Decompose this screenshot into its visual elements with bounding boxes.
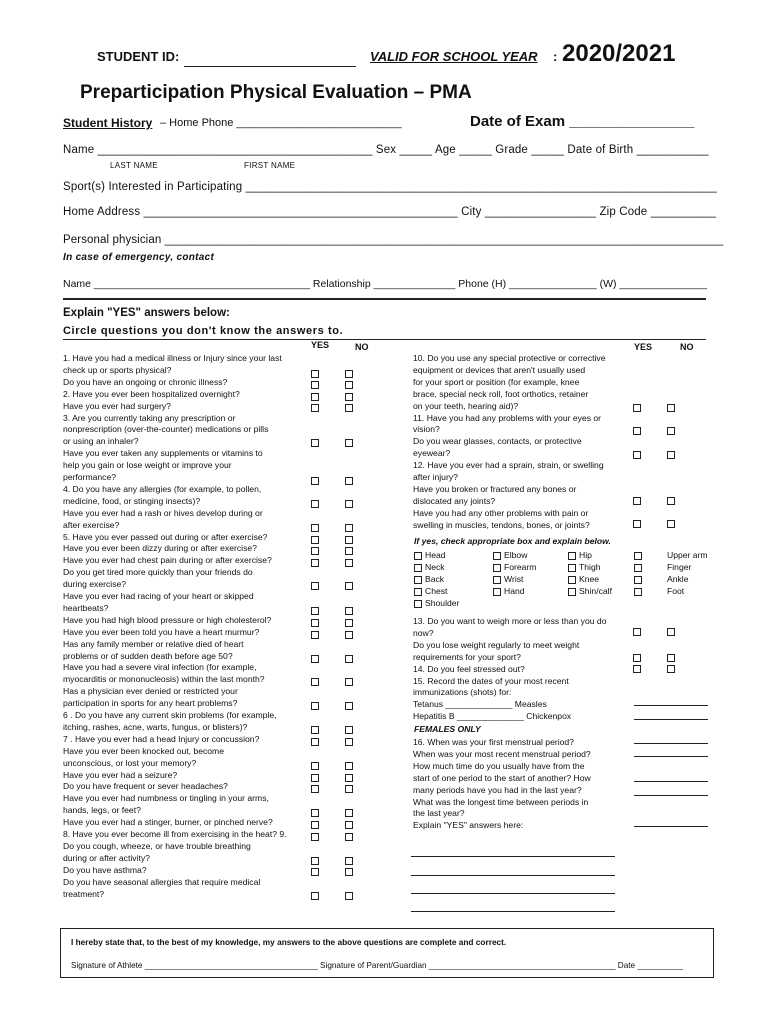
questions-divider	[63, 339, 706, 340]
yes-checkbox[interactable]	[633, 628, 641, 636]
circle-questions-label: Circle questions you don't know the answers to.	[63, 325, 344, 337]
question-line: 15. Record the dates of your most recent	[413, 675, 569, 686]
question-line: itching, rashes, acne, warts, fungus, or blisters)?	[63, 721, 248, 732]
question-line: during or after activity?	[63, 852, 150, 863]
question-line: nonprescription (over-the-counter) medications or pills	[63, 424, 269, 435]
section-divider	[63, 298, 706, 300]
question-line: 14. Do you feel stressed out?	[413, 663, 525, 674]
yes-checkbox[interactable]	[311, 607, 319, 615]
question-line: after injury?	[413, 472, 458, 482]
student-history-label: Student History	[63, 116, 153, 130]
question-line: for your sport or position (for example, knee	[413, 376, 580, 387]
certification-statement: I hereby state that, to the best of my knowledge, my answers to the above questions are complete and correct.	[71, 937, 507, 947]
no-checkbox[interactable]	[667, 665, 675, 673]
no-checkbox[interactable]	[345, 821, 353, 829]
injury-checkbox[interactable]	[568, 588, 576, 596]
first-period-answer-line[interactable]	[634, 743, 708, 744]
yes-checkbox[interactable]	[311, 500, 319, 508]
yes-checkbox[interactable]	[633, 427, 641, 435]
question-line: start of one period to the start of another? How	[413, 772, 591, 783]
question-line: 6 . Do you have any current skin problems (for example,	[63, 710, 277, 720]
yes-checkbox[interactable]	[311, 370, 319, 378]
no-checkbox[interactable]	[345, 536, 353, 544]
yes-checkbox[interactable]	[311, 547, 319, 555]
last-name-caption: LAST NAME	[110, 161, 158, 170]
injury-label: Knee	[579, 574, 600, 584]
question-line: swelling in muscles, tendons, bones, or joints?	[413, 519, 590, 530]
no-checkbox[interactable]	[345, 833, 353, 841]
females-only-label: FEMALES ONLY	[414, 724, 481, 734]
question-line: 11. Have you had any problems with your eyes or	[413, 412, 602, 423]
no-checkbox[interactable]	[345, 477, 353, 485]
question-line: heartbeats?	[63, 602, 109, 613]
question-line: equipment or devices that aren't usually used	[413, 364, 586, 375]
question-line: Have you ever had a rash or hives develop during or	[63, 507, 263, 518]
question-line: Have you ever been told you have a heart murmur?	[63, 626, 260, 637]
injury-checkbox[interactable]	[634, 576, 642, 584]
yes-checkbox[interactable]	[311, 833, 319, 841]
yes-checkbox[interactable]	[311, 559, 319, 567]
injury-checkbox[interactable]	[493, 552, 501, 560]
explain-line-3[interactable]	[411, 893, 615, 894]
no-checkbox[interactable]	[345, 404, 353, 412]
injury-label: Shin/calf	[579, 586, 612, 596]
question-line: 13. Do you want to weigh more or less than you do	[413, 616, 607, 626]
address-line[interactable]: Home Address ________________________________________________ City _________________ Zip Code __________	[63, 206, 717, 218]
yes-checkbox[interactable]	[633, 404, 641, 412]
yes-checkbox[interactable]	[633, 497, 641, 505]
question-line: medicine, food, or stinging insects)?	[63, 495, 201, 506]
no-checkbox[interactable]	[667, 497, 675, 505]
physician-line[interactable]: Personal physician ______________________________________________________________________________________	[63, 234, 724, 246]
question-line: problems or of sudden death before age 50?	[63, 650, 233, 661]
signature-line[interactable]: Signature of Athlete ______________________________________ Signature of Parent/Guardian _________________________________________ Date __________	[71, 961, 683, 970]
period-interval-answer-line[interactable]	[634, 781, 708, 782]
emergency-contact-line[interactable]: Name _____________________________________ Relationship ______________ Phone (H) _______________ (W) _______________	[63, 278, 707, 290]
no-checkbox[interactable]	[345, 547, 353, 555]
injury-label: Shoulder	[425, 598, 460, 608]
yes-checkbox[interactable]	[311, 631, 319, 639]
injury-checkbox[interactable]	[493, 576, 501, 584]
no-checkbox[interactable]	[345, 500, 353, 508]
question-line: the last year?	[413, 808, 465, 819]
yes-checkbox[interactable]	[311, 582, 319, 590]
injury-checkbox[interactable]	[634, 588, 642, 596]
school-year: 2020/2021	[562, 40, 676, 67]
question-line: vision?	[413, 424, 440, 435]
no-checkbox[interactable]	[667, 628, 675, 636]
injury-checkbox[interactable]	[634, 552, 642, 560]
yes-checkbox[interactable]	[311, 702, 319, 710]
yes-checkbox[interactable]	[311, 809, 319, 817]
no-checkbox[interactable]	[345, 582, 353, 590]
injury-label: Hand	[504, 586, 525, 596]
no-checkbox[interactable]	[345, 857, 353, 865]
question-line: Has a physician ever denied or restricted your	[63, 686, 238, 697]
injury-checkbox[interactable]	[493, 564, 501, 572]
valid-year-label: VALID FOR SCHOOL YEAR	[370, 49, 538, 64]
question-line: Tetanus ______________ Measles	[413, 699, 547, 710]
yes-checkbox[interactable]	[311, 655, 319, 663]
yes-checkbox[interactable]	[311, 393, 319, 401]
yes-checkbox[interactable]	[633, 520, 641, 528]
no-checkbox[interactable]	[667, 451, 675, 459]
date-of-exam-field[interactable]: Date of Exam _______________	[470, 113, 695, 130]
injury-checkbox[interactable]	[414, 600, 422, 608]
question-line: Do you have frequent or sever headaches?	[63, 781, 228, 792]
question-line: treatment?	[63, 888, 105, 899]
question-line: Have you ever had numbness or tingling in your arms,	[63, 793, 269, 804]
question-line: unconscious, or lost your memory?	[63, 757, 197, 768]
injury-checkbox[interactable]	[493, 588, 501, 596]
injury-label: Ankle	[667, 574, 689, 584]
no-checkbox[interactable]	[345, 762, 353, 770]
yes-checkbox[interactable]	[311, 404, 319, 412]
question-line: requirements for your sport?	[413, 651, 521, 662]
injury-label: Finger	[667, 562, 692, 572]
no-checkbox[interactable]	[667, 654, 675, 662]
injury-checkbox[interactable]	[568, 564, 576, 572]
yes-column-header: YES	[311, 340, 330, 350]
yes-checkbox[interactable]	[311, 726, 319, 734]
question-line: Have you had any other problems with pain or	[413, 507, 589, 518]
injury-checkbox[interactable]	[414, 588, 422, 596]
injury-checkbox[interactable]	[568, 576, 576, 584]
injury-checkbox[interactable]	[414, 564, 422, 572]
question-line: Do you have an ongoing or chronic illness?	[63, 376, 228, 387]
injury-checkbox[interactable]	[414, 552, 422, 560]
injury-label: Neck	[425, 562, 445, 572]
yes-checkbox[interactable]	[633, 451, 641, 459]
injury-label: Wrist	[504, 574, 524, 584]
question-line: help you gain or lose weight or improve your	[63, 460, 232, 471]
question-line: Has any family member or relative died of heart	[63, 638, 244, 649]
question-line: 5. Have you ever passed out during or after exercise?	[63, 531, 268, 542]
injury-checkbox[interactable]	[568, 552, 576, 560]
no-checkbox[interactable]	[345, 559, 353, 567]
no-checkbox[interactable]	[345, 702, 353, 710]
question-line: Have you ever been knocked out, become	[63, 745, 224, 756]
no-checkbox[interactable]	[345, 607, 353, 615]
explain-line-2[interactable]	[411, 875, 615, 876]
question-line: 10. Do you use any special protective or corrective	[413, 353, 606, 363]
certification-box	[60, 928, 714, 978]
question-line: now?	[413, 627, 434, 638]
injury-label: Head	[425, 550, 446, 560]
question-line: Have you had high blood pressure or high cholesterol?	[63, 614, 272, 625]
no-checkbox[interactable]	[345, 785, 353, 793]
no-checkbox[interactable]	[667, 427, 675, 435]
question-line: Have you had a severe viral infection (for example,	[63, 662, 257, 673]
emergency-label: In case of emergency, contact	[63, 252, 215, 263]
question-line: after exercise?	[63, 519, 120, 530]
injury-label: Chest	[425, 586, 448, 596]
question-line: brace, special neck roll, foot orthotics, retainer	[413, 388, 589, 399]
yes-checkbox[interactable]	[311, 785, 319, 793]
question-line: 3. Are you currently taking any prescription or	[63, 412, 236, 423]
student-id-field[interactable]	[184, 66, 356, 67]
yes-checkbox[interactable]	[633, 665, 641, 673]
question-line: Have you ever taken any supplements or vitamins to	[63, 448, 263, 459]
no-checkbox[interactable]	[345, 774, 353, 782]
no-checkbox[interactable]	[345, 393, 353, 401]
no-checkbox[interactable]	[345, 655, 353, 663]
question-line: Have you broken or fractured any bones or	[413, 483, 577, 494]
injury-checkbox[interactable]	[634, 564, 642, 572]
question-line: 8. Have you ever become ill from exercising in the heat? 9.	[63, 829, 287, 839]
question-line: Do you get tired more quickly than your friends do	[63, 567, 253, 578]
question-line: Have you ever had chest pain during or after exercise?	[63, 555, 272, 566]
question-line: Hepatitis B ______________ Chickenpox	[413, 711, 572, 722]
question-line: 16. When was your first menstrual period?	[413, 737, 574, 747]
injury-label: Forearm	[504, 562, 537, 572]
injury-label: Hip	[579, 550, 592, 560]
injury-label: Back	[425, 574, 445, 584]
question-line: immunizations (shots) for:	[413, 687, 512, 698]
question-line: How much time do you usually have from the	[413, 760, 585, 771]
name-line[interactable]: Name __________________________________________ Sex _____ Age _____ Grade _____ Date of Birth ___________	[63, 144, 709, 156]
no-checkbox[interactable]	[345, 678, 353, 686]
page-title: Preparticipation Physical Evaluation – PMA	[80, 82, 472, 103]
no-checkbox[interactable]	[345, 809, 353, 817]
yes-checkbox[interactable]	[311, 868, 319, 876]
injury-title: If yes, check appropriate box and explain below.	[414, 536, 611, 546]
longest-time-answer-line[interactable]	[634, 826, 708, 827]
question-line: Have you ever been dizzy during or after exercise?	[63, 543, 257, 554]
question-line: 7 . Have you ever had a head Injury or concussion?	[63, 733, 260, 744]
question-line: or using an inhaler?	[63, 436, 139, 447]
question-line: check up or sports physical?	[63, 364, 172, 375]
yes-checkbox[interactable]	[311, 524, 319, 532]
question-line: Do you lose weight regularly to meet weight	[413, 639, 580, 650]
yes-checkbox[interactable]	[311, 477, 319, 485]
sports-line[interactable]: Sport(s) Interested in Participating ________________________________________________________________________	[63, 181, 717, 193]
recent-period-answer-line[interactable]	[634, 756, 708, 757]
question-line: Do you cough, wheeze, or have trouble breathing	[63, 840, 251, 851]
injury-checkbox[interactable]	[414, 576, 422, 584]
no-checkbox[interactable]	[345, 892, 353, 900]
no-checkbox[interactable]	[345, 381, 353, 389]
question-line: Have you ever had surgery?	[63, 400, 171, 411]
periods-count-answer-line[interactable]	[634, 795, 708, 796]
valid-year-colon: :	[553, 49, 558, 64]
question-line: on your teeth, hearing aid)?	[413, 400, 519, 411]
injury-label: Upper arm	[667, 550, 708, 560]
chickenpox-answer-line[interactable]	[634, 719, 708, 720]
yes-checkbox[interactable]	[633, 654, 641, 662]
injury-label: Elbow	[504, 550, 528, 560]
no-checkbox[interactable]	[345, 619, 353, 627]
yes-checkbox[interactable]	[311, 536, 319, 544]
question-line: 1. Have you had a medical illness or Injury since your last	[63, 353, 282, 363]
question-line: 2. Have you ever been hospitalized overnight?	[63, 388, 240, 399]
student-id-label: STUDENT ID:	[97, 49, 180, 64]
question-line: Do you wear glasses, contacts, or protective	[413, 436, 582, 447]
no-checkbox[interactable]	[345, 868, 353, 876]
question-line: What was the longest time between periods in	[413, 796, 589, 807]
question-line: Have you ever had a seizure?	[63, 769, 178, 780]
no-checkbox[interactable]	[345, 726, 353, 734]
question-line: 12. Have you ever had a sprain, strain, or swelling	[413, 460, 604, 471]
explain-line-1[interactable]	[411, 856, 615, 857]
question-line: myocarditis or mononucleosis) within the last month?	[63, 674, 265, 685]
yes-checkbox[interactable]	[311, 439, 319, 447]
measles-answer-line[interactable]	[634, 705, 708, 706]
yes-checkbox[interactable]	[311, 762, 319, 770]
question-line: performance?	[63, 472, 117, 482]
no-column-header-right: NO	[680, 342, 694, 352]
question-line: many periods have you had in the last year?	[413, 784, 582, 795]
question-line: hands, legs, or feet?	[63, 805, 141, 816]
no-checkbox[interactable]	[345, 439, 353, 447]
question-line: Explain "YES" answers here:	[413, 820, 524, 831]
no-checkbox[interactable]	[345, 524, 353, 532]
no-checkbox[interactable]	[345, 631, 353, 639]
yes-checkbox[interactable]	[311, 619, 319, 627]
question-line: during exercise?	[63, 579, 127, 590]
no-checkbox[interactable]	[667, 404, 675, 412]
yes-checkbox[interactable]	[311, 892, 319, 900]
first-name-caption: FIRST NAME	[244, 161, 296, 170]
home-phone-field[interactable]: – Home Phone ___________________________	[160, 117, 402, 129]
question-line: Do you have asthma?	[63, 864, 147, 875]
question-line: Have you ever had racing of your heart or skipped	[63, 591, 254, 601]
yes-checkbox[interactable]	[311, 857, 319, 865]
no-checkbox[interactable]	[345, 370, 353, 378]
yes-checkbox[interactable]	[311, 678, 319, 686]
question-line: dislocated any joints?	[413, 495, 496, 506]
yes-checkbox[interactable]	[311, 821, 319, 829]
question-line: Do you have seasonal allergies that require medical	[63, 876, 261, 887]
question-line: participation in sports for any heart problems?	[63, 698, 238, 709]
no-column-header: NO	[355, 342, 369, 352]
yes-checkbox[interactable]	[311, 381, 319, 389]
question-line: 4. Do you have any allergies (for example, to pollen,	[63, 483, 262, 494]
injury-label: Foot	[667, 586, 685, 596]
yes-checkbox[interactable]	[311, 774, 319, 782]
explain-line-4[interactable]	[411, 911, 615, 912]
explain-yes-label: Explain "YES" answers below:	[63, 307, 230, 319]
injury-label: Thigh	[579, 562, 601, 572]
question-line: When was your most recent menstrual period?	[413, 748, 591, 759]
yes-column-header-right: YES	[634, 342, 653, 352]
question-line: Have you ever had a stinger, burner, or pinched nerve?	[63, 817, 273, 828]
no-checkbox[interactable]	[667, 520, 675, 528]
no-checkbox[interactable]	[345, 738, 353, 746]
yes-checkbox[interactable]	[311, 738, 319, 746]
question-line: eyewear?	[413, 448, 451, 459]
